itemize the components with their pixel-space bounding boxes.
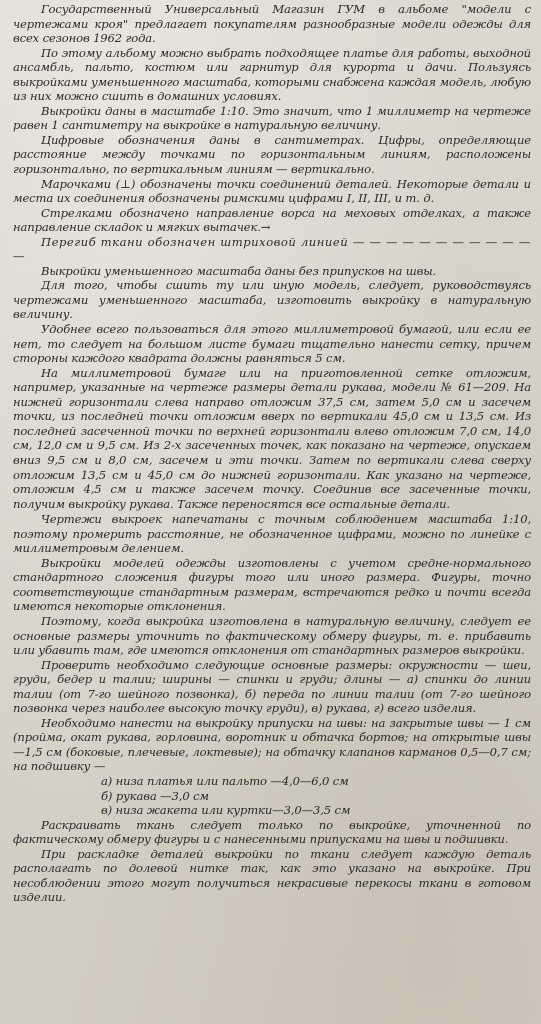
hem-allowance-list xyxy=(13,774,531,818)
seam-allowance-paragraph: Необходимо нанести на выкройку припуски на швы: на закрытые швы — 1 см (пройма, окат рукава, горловина, воротник и обтачка бортов; на открытые швы —1,5 см (боковые, плечевые, локтевые); на обтачку клапанов карманов 0,5—0,7 см; на подшивку — xyxy=(13,715,531,774)
album-usage-paragraph: По этому альбому можно выбрать подходящее платье для работы, выходной ансамбль, пальто, костюм или гарнитур для курорта и дачи. Пользуясь выкройками уменьшенного масштаба, которыми снабжена каждая модель, любую из них можно сшить в домашних условиях. xyxy=(13,45,531,104)
units-paragraph: Цифровые обозначения даны в сантиметрах. Цифры, определяющие расстояние между точками по горизонтальным линиям, расположены горизонтально, по вертикальным линиям — вертикально. xyxy=(13,132,531,177)
fold-line-paragraph: Перегиб ткани обозначен штриховой линией — — — — — — — — — — — — xyxy=(13,234,531,264)
layout-paragraph: При раскладке деталей выкройки по ткани следует каждую деталь располагать по долевой нитке так, как это указано на выкройке. При несоблюдении этого могут получиться некрасивые перекосы ткани в готовом изделии. xyxy=(13,846,531,905)
list-item: б) рукава —3,0 см xyxy=(101,788,209,803)
list-item: а) низа платья или пальто —4,0—6,0 см xyxy=(101,773,349,788)
graph-paper-paragraph: Удобнее всего пользоваться для этого миллиметровой бумагой, или если ее нет, то следует на большом листе бумаги тщательно нанести сетку, причем стороны каждого квадрата должны равняться 5 см. xyxy=(13,322,531,366)
no-seam-allowance-paragraph: Выкройки уменьшенного масштаба даны без припусков на швы. xyxy=(41,263,437,278)
exact-scale-paragraph: Чертежи выкроек напечатаны с точным соблюдением масштаба 1:10, поэтому промерить расстояние, не обозначенное цифрами, можно по линейке с миллиметровым делением. xyxy=(13,512,531,556)
check-measurements-paragraph: Проверить необходимо следующие основные размеры: окружности — шеи, груди, бедер и талии; ширины — спинки и груди; длины — а) спинки до линии талии (от 7-го шейного позвонка), б) переда по линии талии (от 7-го шейного позвонка через наиболее высокую точку груди), в) рукава, г) всего изделия. xyxy=(13,657,531,716)
sleeve-example-paragraph: На миллиметровой бумаге или на приготовленной сетке отложим, например, указанные на чертеже размеры детали рукава, модели № 61—209. На нижней горизонтали слева направо отложим 37,5 см, затем 5,0 см и засечем точки, из последней точки отложим вверх по вертикали 45,0 см и 13,5 см. Из последней засеченной точки по верхней горизонтали влево отложим 7,0 см, 14,0 см, 12,0 см и 9,5 см. Из 2-х засеченных точек, как показано на чертеже, опускаем вниз 9,5 см и 8,0 см, засечем и эти точки. Затем по вертикали слева сверху отложим 13,5 см и 45,0 см до нижней горизонтали. Как указано на чертеже, отложим 4,5 см и также засечем точку. Соединив все засеченные точки, получим выкройку рукава. Также переносятся все остальные детали. xyxy=(13,365,531,511)
intro-paragraph: Государственный Универсальный Магазин ГУМ в альбоме "модели с чертежами кроя" предлагает покупателям разнообразные модели одежды для всех сезонов 1962 года. xyxy=(13,2,531,46)
arrows-paragraph: Стрелками обозначено направление ворса на меховых отделках, а также направление складок и мягких вытачек.→ xyxy=(13,205,531,235)
cutting-paragraph: Раскраивать ткань следует только по выкройке, уточненной по фактическому обмеру фигуры и с нанесенными припусками на швы и подшивки. xyxy=(13,817,531,847)
adjust-measurements-paragraph: Поэтому, когда выкройка изготовлена в натуральную величину, следует ее основные размеры уточнить по фактическому обмеру фигуры, т. е. прибавить или убавить там, где имеются отклонения от стандартных размеров выкройки. xyxy=(13,613,531,658)
scale-paragraph: Выкройки даны в масштабе 1:10. Это значит, что 1 миллиметр на чертеже равен 1 сантиметру на выкройке в натуральную величину. xyxy=(13,103,531,133)
standard-figure-paragraph: Выкройки моделей одежды изготовлены с учетом средне-нормального стандартного сложения фигуры того или иного размера. Фигуры, точно соответствующие стандартным размерам, встречаются редко и почти всегда имеются некоторые отклонения. xyxy=(13,555,531,614)
markers-paragraph: Марочками (⊥) обозначены точки соединений деталей. Некоторые детали и места их соединения обозначены римскими цифрами I, II, III, и т. д. xyxy=(13,176,531,206)
list-item: в) низа жакета или куртки—3,0—3,5 см xyxy=(101,803,351,818)
make-pattern-paragraph: Для того, чтобы сшить ту или иную модель, следует, руководствуясь чертежами уменьшенного масштаба, изготовить выкройку в натуральную величину. xyxy=(13,278,531,322)
